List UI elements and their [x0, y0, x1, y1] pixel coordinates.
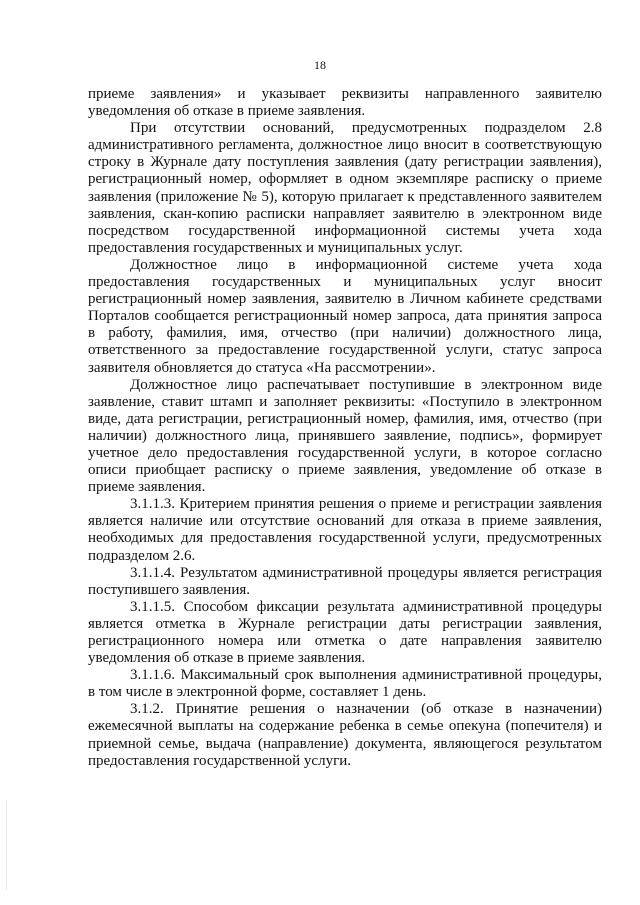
page-number: 18	[314, 58, 326, 72]
paragraph-3-1-1-3: 3.1.1.3. Критерием принятия решения о приеме и регистрации заявления является наличие или отсутствие оснований для отказа в приеме заявления, необходимых для предоставления государственной услуги, предусмотренных подразделом 2.6.	[88, 496, 602, 564]
scan-edge-mark	[6, 800, 7, 890]
paragraph-3-1-2: 3.1.2. Принятие решения о назначении (об отказе в назначении) ежемесячной выплаты на содержание ребенка в семье опекуна (попечителя) и приемной семье, выдача (направление) документа, являющегося результатом предоставления государственной услуги.	[88, 701, 602, 769]
paragraph-3-1-1-4: 3.1.1.4. Результатом административной процедуры является регистрация поступившего заявления.	[88, 564, 602, 598]
paragraph-continuation: приеме заявления» и указывает реквизиты направленного заявителю уведомления об отказе в приеме заявления.	[88, 86, 602, 120]
paragraph-electronic-application: Должностное лицо распечатывает поступившие в электронном виде заявление, ставит штамп и заполняет реквизиты: «Поступило в электронном виде, дата регистрации, регистрационный номер, фамилия, имя, отчество (при наличии) должностного лица, принявшего заявление, подпись», формирует учетное дело предоставления государственной услуги, в которое согласно описи приобщает расписку о приеме заявления, уведомление об отказе в приеме заявления.	[88, 376, 602, 496]
paragraph-3-1-1-6: 3.1.1.6. Максимальный срок выполнения административной процедуры, в том числе в электронной форме, составляет 1 день.	[88, 667, 602, 701]
document-body	[88, 86, 602, 770]
paragraph-3-1-1-5: 3.1.1.5. Способом фиксации результата административной процедуры является отметка в Журнале регистрации даты регистрации заявления, регистрационного номера или отметка о дате направления заявителю уведомления об отказе в приеме заявления.	[88, 598, 602, 667]
paragraph-information-system: Должностное лицо в информационной системе учета хода предоставления государственных и муниципальных услуг вносит регистрационный номер заявления, заявителю в Личном кабинете средствами Порталов сообщается регистрационный номер запроса, дата принятия запроса в работу, фамилия, имя, отчество (при наличии) должностного лица, ответственного за предоставление государственной услуги, статус запроса заявителя обновляется до статуса «На рассмотрении».	[88, 256, 602, 376]
paragraph-registration-record: При отсутствии оснований, предусмотренных подразделом 2.8 административного регламента, должностное лицо вносит в соответствующую строку в Журнале дату поступления заявления (дату регистрации заявления), регистрационный номер, оформляет в одном экземпляре расписку о приеме заявления (приложение № 5), которую прилагает к представленного заявителем заявления, скан-копию расписки направляет заявителю в электронном виде посредством государственной информационной системы учета хода предоставления государственных и муниципальных услуг.	[88, 120, 602, 256]
